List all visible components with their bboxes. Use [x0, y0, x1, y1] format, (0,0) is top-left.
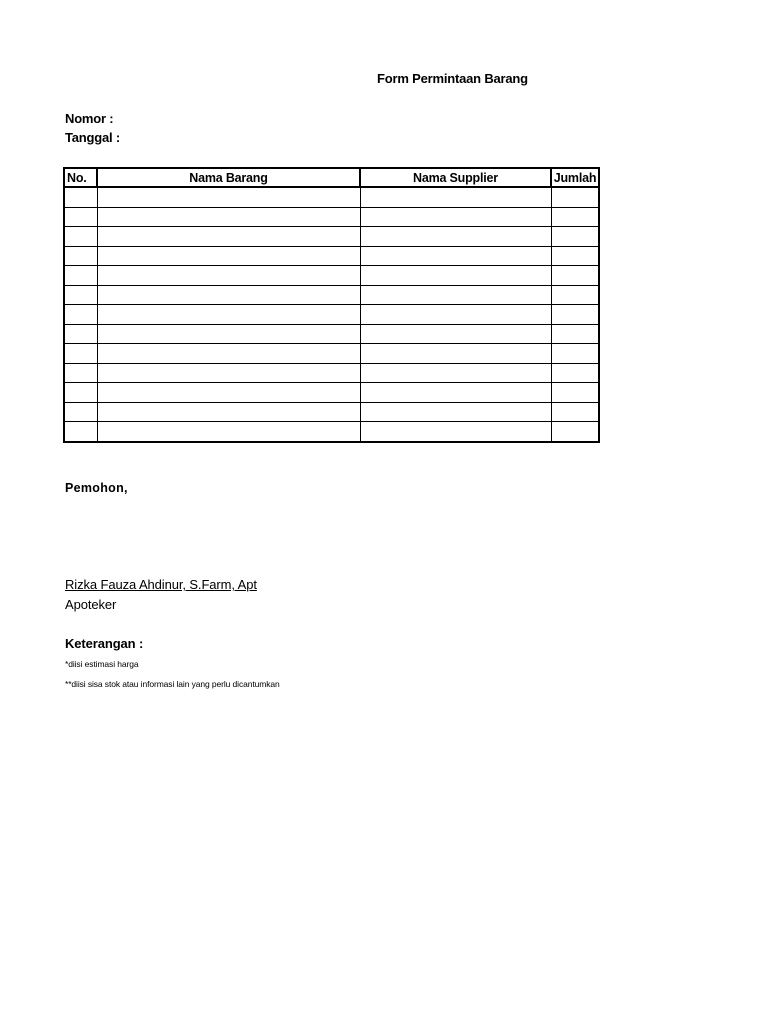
cell-nama-barang	[97, 207, 360, 227]
cell-nama-supplier	[360, 422, 551, 442]
signer-title: Apoteker	[65, 597, 117, 612]
cell-jumlah	[551, 383, 599, 403]
nomor-label: Nomor :	[65, 111, 114, 126]
header-nama-supplier: Nama Supplier	[360, 168, 551, 187]
table-row	[64, 207, 599, 227]
cell-nama-barang	[97, 344, 360, 364]
cell-nama-barang	[97, 227, 360, 247]
cell-nama-supplier	[360, 266, 551, 286]
cell-nama-supplier	[360, 324, 551, 344]
cell-jumlah	[551, 187, 599, 207]
cell-nama-barang	[97, 285, 360, 305]
cell-nama-supplier	[360, 227, 551, 247]
cell-no	[64, 246, 97, 266]
cell-nama-barang	[97, 422, 360, 442]
header-row	[64, 168, 599, 187]
cell-nama-supplier	[360, 246, 551, 266]
header-no: No.	[64, 168, 97, 187]
cell-jumlah	[551, 363, 599, 383]
cell-nama-supplier	[360, 187, 551, 207]
cell-no	[64, 285, 97, 305]
table-row	[64, 246, 599, 266]
cell-no	[64, 344, 97, 364]
form-title: Form Permintaan Barang	[377, 71, 528, 86]
cell-nama-barang	[97, 383, 360, 403]
cell-nama-supplier	[360, 207, 551, 227]
cell-nama-supplier	[360, 305, 551, 325]
cell-jumlah	[551, 207, 599, 227]
cell-nama-supplier	[360, 402, 551, 422]
cell-jumlah	[551, 324, 599, 344]
cell-no	[64, 422, 97, 442]
cell-nama-barang	[97, 324, 360, 344]
cell-jumlah	[551, 305, 599, 325]
cell-nama-barang	[97, 246, 360, 266]
table-row	[64, 266, 599, 286]
note-item: *diisi estimasi harga	[65, 659, 139, 669]
cell-no	[64, 402, 97, 422]
cell-nama-supplier	[360, 383, 551, 403]
tanggal-label: Tanggal :	[65, 130, 121, 145]
table-row	[64, 187, 599, 207]
cell-no	[64, 383, 97, 403]
cell-nama-barang	[97, 187, 360, 207]
items-table-body	[64, 187, 599, 442]
table-row	[64, 324, 599, 344]
header-jumlah: Jumlah	[551, 168, 599, 187]
cell-nama-supplier	[360, 344, 551, 364]
table-row	[64, 363, 599, 383]
cell-nama-supplier	[360, 285, 551, 305]
note-item: **diisi sisa stok atau informasi lain yang perlu dicantumkan	[65, 679, 280, 689]
cell-jumlah	[551, 422, 599, 442]
table-row	[64, 227, 599, 247]
cell-nama-barang	[97, 363, 360, 383]
table-row	[64, 285, 599, 305]
cell-nama-supplier	[360, 363, 551, 383]
cell-no	[64, 187, 97, 207]
table-row	[64, 383, 599, 403]
cell-nama-barang	[97, 266, 360, 286]
table-row	[64, 402, 599, 422]
table-row	[64, 344, 599, 364]
cell-no	[64, 363, 97, 383]
cell-nama-barang	[97, 305, 360, 325]
cell-jumlah	[551, 285, 599, 305]
cell-no	[64, 305, 97, 325]
cell-jumlah	[551, 246, 599, 266]
items-table-header	[64, 168, 599, 187]
table-row	[64, 305, 599, 325]
pemohon-label: Pemohon,	[65, 481, 128, 495]
header-nama-barang: Nama Barang	[97, 168, 360, 187]
signer-name: Rizka Fauza Ahdinur, S.Farm, Apt	[65, 577, 257, 592]
cell-no	[64, 324, 97, 344]
cell-jumlah	[551, 266, 599, 286]
cell-no	[64, 227, 97, 247]
cell-nama-barang	[97, 402, 360, 422]
cell-no	[64, 266, 97, 286]
cell-no	[64, 207, 97, 227]
table-row	[64, 422, 599, 442]
cell-jumlah	[551, 344, 599, 364]
keterangan-heading: Keterangan :	[65, 636, 144, 651]
cell-jumlah	[551, 227, 599, 247]
cell-jumlah	[551, 402, 599, 422]
items-table	[63, 167, 600, 443]
